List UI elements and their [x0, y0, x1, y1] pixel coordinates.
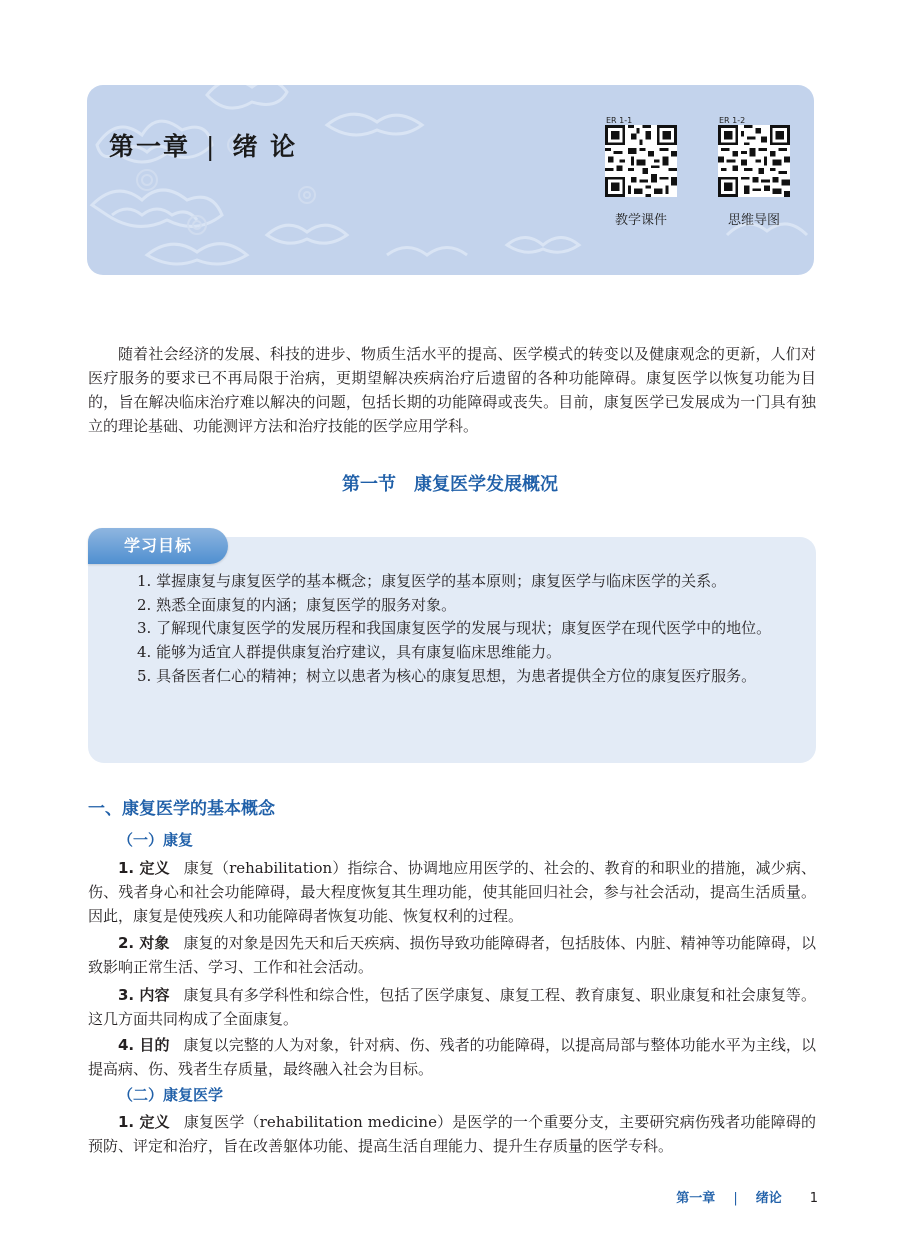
objective-item: 2. 熟悉全面康复的内涵；康复医学的服务对象。 [137, 595, 457, 614]
qr-code-icon[interactable] [718, 125, 790, 197]
chapter-separator: | [206, 132, 217, 161]
chapter-banner [87, 85, 814, 275]
target-paragraph [88, 931, 816, 979]
paragraph-text: 康复（rehabilitation）指综合、协调地应用医学的、社会的、教育的和职业的措施，减少病、伤、残者身心和社会功能障碍，最大程度恢复其生理功能，使其能回归社会，参与社会活动，提高生活质量。因此，康复是使残疾人和功能障碍者恢复功能、恢复权利的过程。 [88, 859, 816, 925]
paragraph-text: 康复具有多学科性和综合性，包括了医学康复、康复工程、教育康复、职业康复和社会康复等。这几方面共同构成了全面康复。 [88, 986, 816, 1028]
subheading-rehabilitation-medicine: （二）康复医学 [118, 1086, 224, 1104]
term-label: 1. 定义 [118, 1113, 170, 1131]
objective-item: 1. 掌握康复与康复医学的基本概念；康复医学的基本原则；康复医学与临床医学的关系。 [137, 572, 727, 590]
qr-code-icon[interactable] [605, 125, 677, 197]
learning-objectives-list [107, 570, 797, 689]
term-label: 3. 内容 [118, 986, 170, 1004]
heading-basic-concepts: 一、康复医学的基本概念 [88, 799, 275, 819]
definition-paragraph [88, 1110, 816, 1158]
goal-paragraph [88, 1033, 816, 1081]
chapter-number: 第一章 [109, 132, 191, 161]
term-label: 4. 目的 [118, 1036, 170, 1054]
footer-chapter-name: 绪论 [755, 1191, 782, 1206]
term-label: 2. 对象 [118, 934, 170, 952]
intro-paragraph: 随着社会经济的发展、科技的进步、物质生活水平的提高、医学模式的转变以及健康观念的更新，人们对医疗服务的要求已不再局限于治病，更期望解决疾病治疗后遗留的各种功能障碍。康复医学以恢复功能为目的，旨在解决临床治疗难以解决的问题，包括长期的功能障碍或丧失。目前，康复医学已发展成为一门具有独立的理论基础、功能测评方法和治疗技能的医学应用学科。 [88, 345, 816, 435]
cloud-pattern-icon [87, 85, 814, 275]
footer-chapter: 第一章 [676, 1191, 716, 1206]
objective-item: 5. 具备医者仁心的精神；树立以患者为核心的康复思想，为患者提供全方位的康复医疗服务。 [137, 666, 757, 685]
qr-code-label: 教学课件 [614, 213, 667, 228]
learning-objectives-tab [88, 528, 228, 564]
learning-objectives-label: 学习目标 [123, 536, 192, 555]
chapter-title [109, 127, 297, 163]
footer-separator: | [733, 1191, 738, 1206]
paragraph-text: 康复以完整的人为对象，针对病、伤、残者的功能障碍，以提高局部与整体功能水平为主线，以提高病、伤、残者生存质量，最终融入社会为目标。 [88, 1036, 816, 1078]
objective-item: 4. 能够为适宜人群提供康复治疗建议，具有康复临床思维能力。 [137, 643, 562, 662]
objective-item: 3. 了解现代康复医学的发展历程和我国康复医学的发展与现状；康复医学在现代医学中的地位。 [137, 619, 772, 638]
page-footer [676, 1187, 818, 1206]
paragraph-text: 康复的对象是因先天和后天疾病、损伤导致功能障碍者，包括肢体、内脏、精神等功能障碍，以致影响正常生活、学习、工作和社会活动。 [88, 934, 816, 976]
qr-code-mindmap[interactable] [709, 116, 799, 228]
paragraph-text: 康复医学（rehabilitation medicine）是医学的一个重要分支，主要研究病伤残者功能障碍的预防、评定和治疗，旨在改善躯体功能、提高生活自理能力、提升生存质量的医学专科。 [88, 1113, 816, 1155]
qr-code-id: ER 1-2 [719, 116, 746, 125]
content-paragraph [88, 983, 816, 1031]
chapter-name: 绪 论 [232, 132, 298, 161]
term-label: 1. 定义 [118, 859, 170, 877]
page-number: 1 [809, 1191, 818, 1206]
subheading-rehabilitation: （一）康复 [118, 831, 194, 849]
qr-code-courseware[interactable] [596, 116, 686, 228]
definition-paragraph [88, 856, 816, 928]
qr-code-id: ER 1-1 [606, 116, 633, 125]
qr-code-label: 思维导图 [727, 213, 780, 228]
section-title: 第一节 康复医学发展概况 [342, 474, 558, 495]
